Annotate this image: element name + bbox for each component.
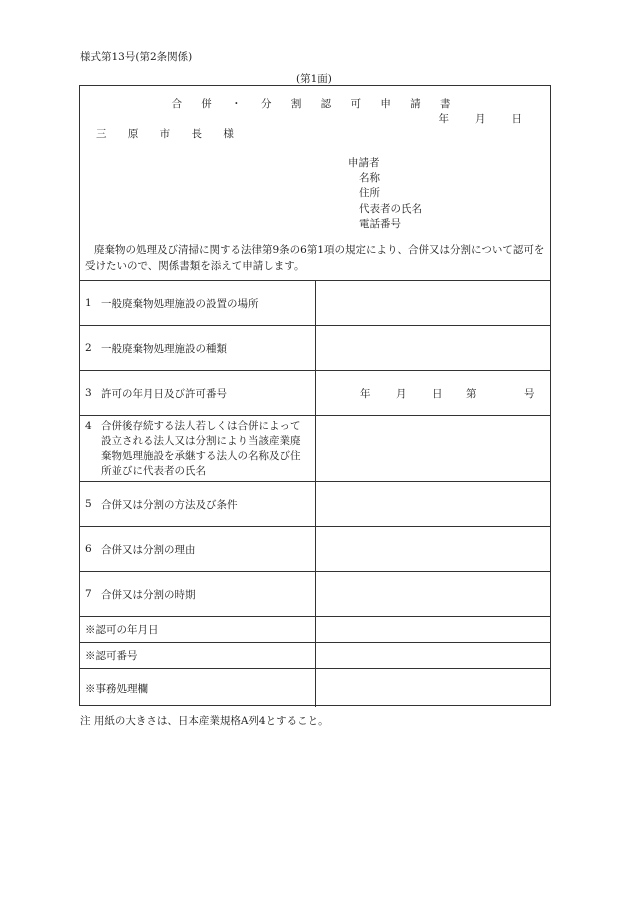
approval-number-field[interactable] [316, 643, 550, 668]
approval-date-field[interactable] [316, 617, 550, 642]
applicant-phone-label: 電話番号 [359, 217, 401, 230]
form-number: 様式第13号(第2条関係) [80, 51, 193, 63]
row-number: 3 [85, 387, 92, 399]
form-title: 合 併 ・ 分 割 認 可 申 請 書 [171, 98, 459, 110]
date-year-label: 年 [438, 113, 449, 125]
row-number: 1 [85, 297, 92, 309]
row-label [80, 643, 316, 668]
table-row [80, 617, 550, 643]
permit-day-label: 日 [432, 387, 443, 400]
site-location-field[interactable] [316, 281, 550, 325]
table-row [80, 371, 550, 416]
row-number: 7 [85, 588, 92, 600]
applicant-heading: 申請者 [348, 157, 380, 169]
method-conditions-field[interactable] [316, 482, 550, 526]
row-number: 5 [85, 498, 92, 510]
facility-type-field[interactable] [316, 326, 550, 370]
timing-field[interactable] [316, 572, 550, 616]
table-row [80, 482, 550, 527]
row-label [80, 416, 316, 481]
row-label-text: 一般廃棄物処理施設の種類 [101, 342, 227, 355]
successor-corporation-field[interactable] [316, 416, 550, 481]
permit-dai-label: 第 [466, 387, 477, 400]
row-label-text: 合併又は分割の方法及び条件 [101, 498, 238, 511]
permit-date-number-field[interactable] [316, 371, 550, 415]
row-label-text: 合併又は分割の時期 [101, 588, 196, 601]
row-label [80, 482, 316, 526]
row-label [80, 572, 316, 616]
row-label [80, 617, 316, 642]
table-row [80, 643, 550, 669]
table-row [80, 669, 550, 707]
page-number: (第1面) [296, 73, 332, 85]
table-row [80, 527, 550, 572]
form-table [80, 280, 550, 707]
row-label-text: ※事務処理欄 [85, 682, 148, 695]
table-row [80, 416, 550, 482]
applicant-representative-label: 代表者の氏名 [359, 202, 422, 215]
permit-month-label: 月 [396, 387, 407, 400]
reason-field[interactable] [316, 527, 550, 571]
row-label-text: ※認可の年月日 [85, 624, 159, 636]
row-label [80, 669, 316, 707]
form-header-block [80, 86, 550, 280]
application-date[interactable] [439, 111, 523, 126]
row-label-text: 一般廃棄物処理施設の設置の場所 [101, 297, 259, 310]
permit-year-label: 年 [360, 387, 371, 400]
application-form [79, 85, 551, 706]
row-label [80, 281, 316, 325]
row-label-text: 許可の年月日及び許可番号 [101, 387, 227, 400]
row-number: 6 [85, 543, 92, 555]
applicant-block[interactable] [348, 156, 422, 232]
application-statement: 廃棄物の処理及び清掃に関する法律第9条の6第1項の規定により、合併又は分割について認可を受けたいので、関係書類を添えて申請します。 [85, 244, 545, 272]
table-row [80, 281, 550, 326]
addressee: 三 原 市 長 様 [96, 128, 243, 140]
row-label-text: 合併後存続する法人若しくは合併によって設立される法人又は分割により当該産業廃棄物処理施設を承継する法人の名称及び住所並びに代表者の氏名 [101, 420, 301, 477]
permit-fields [316, 386, 550, 401]
table-row [80, 572, 550, 617]
row-number: 2 [85, 342, 92, 354]
date-day-label: 日 [511, 113, 522, 125]
table-row [80, 326, 550, 371]
applicant-name-label: 名称 [359, 172, 380, 185]
row-label-text: ※認可番号 [85, 650, 138, 662]
paper-size-note: 注 用紙の大きさは、日本産業規格A列4とすること。 [80, 715, 329, 727]
permit-go-label: 号 [524, 387, 535, 400]
office-processing-field[interactable] [316, 669, 550, 707]
row-label [80, 371, 316, 415]
row-number: 4 [85, 420, 92, 432]
row-label [80, 527, 316, 571]
date-month-label: 月 [475, 113, 486, 125]
row-label-text: 合併又は分割の理由 [101, 543, 196, 556]
row-label [80, 326, 316, 370]
applicant-address-label: 住所 [359, 187, 380, 200]
